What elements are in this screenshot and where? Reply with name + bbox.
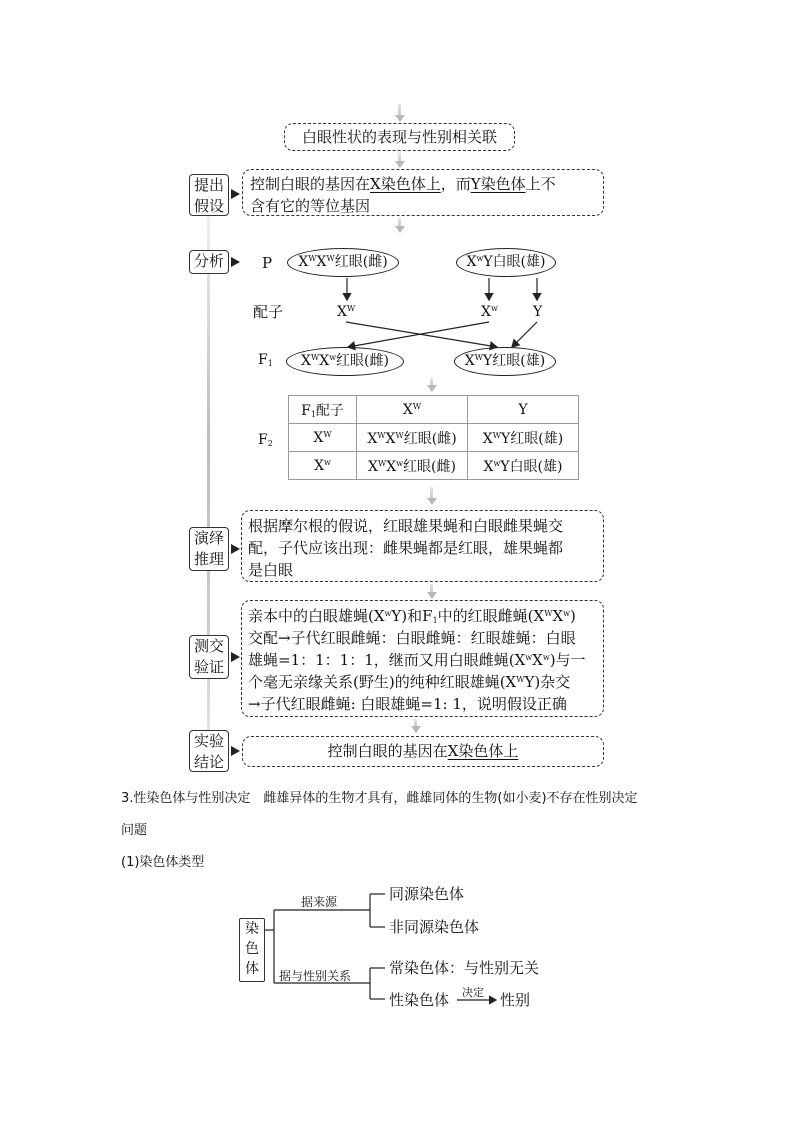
conclusion-label: 实验 结论 bbox=[189, 730, 229, 772]
flow-arrowhead-5 bbox=[427, 592, 437, 599]
gamete-label: 配子 bbox=[253, 303, 284, 321]
f1-male-text: $X^WY$红眼(雄) bbox=[464, 353, 546, 369]
flow-arrowhead-6 bbox=[411, 726, 421, 733]
hypothesis-underline-x: X染色体上 bbox=[370, 175, 441, 193]
gamete-xw-female: $X^W$ bbox=[337, 304, 356, 320]
f2-generation-label: $F_2$ bbox=[258, 432, 273, 448]
tree-branch1-item2: 非同源染色体 bbox=[389, 918, 480, 936]
table-row bbox=[289, 396, 579, 424]
deduction-label: 演绎 推理 bbox=[189, 527, 229, 571]
f1-female-text: $X^WX^w$红眼(雌) bbox=[301, 353, 389, 369]
table-row bbox=[289, 452, 579, 480]
tree-root-box: 染 色 体 bbox=[239, 918, 265, 982]
table-cell: $X^WY$红眼(雄) bbox=[468, 424, 579, 452]
observation-text: 白眼性状的表现与性别相关联 bbox=[301, 128, 497, 146]
f2-punnett-table bbox=[288, 395, 579, 480]
testcross-box bbox=[241, 600, 604, 717]
gamete-y-male: Y bbox=[533, 304, 543, 320]
tree-branch2-item1: 常染色体：与性别无关 bbox=[389, 959, 540, 977]
arrow-y-to-f1male bbox=[512, 322, 537, 347]
testcross-line1: 亲本中的白眼雄蝇$(X^wY)$和$F_1$中的红眼雌蝇$(X^WX^w)$ bbox=[248, 607, 576, 625]
table-cell: $X^WX^W$红眼(雌) bbox=[357, 424, 468, 452]
testcross-line3: 雄蝇=1：1：1：1，继而又用白眼雌蝇$(X^wX^w)$与一 bbox=[248, 651, 586, 669]
table-cell: $X^w$ bbox=[289, 452, 357, 480]
tree-branch2-label: 据与性别关系 bbox=[279, 969, 352, 983]
table-cell: $X^WX^w$红眼(雌) bbox=[357, 452, 468, 480]
table-header-cell: $F_1$配子 bbox=[289, 396, 357, 424]
testcross-line5: →子代红眼雌蝇: 白眼雄蝇=1: 1，说明假设正确 bbox=[248, 695, 567, 713]
analysis-label: 分析 bbox=[189, 250, 229, 274]
hypothesis-underline-y: Y染色体 bbox=[470, 175, 526, 193]
testcross-line2: 交配→子代红眼雌蝇：白眼雌蝇：红眼雄蝇：白眼 bbox=[248, 629, 576, 647]
gamete-xw-male: $X^w$ bbox=[481, 304, 498, 320]
tree-branch2-item2b: 性别 bbox=[500, 991, 531, 1009]
flow-arrowhead-4 bbox=[427, 498, 437, 505]
f1-generation-label: $F_1$ bbox=[258, 352, 273, 368]
p-generation-label: P bbox=[262, 254, 273, 272]
flow-arrowhead-3 bbox=[427, 385, 437, 392]
tree-branch1-label: 据来源 bbox=[301, 895, 338, 909]
hypothesis-line2: 含有它的等位基因 bbox=[250, 197, 371, 215]
deduction-pointer bbox=[231, 544, 240, 554]
deduction-line1: 根据摩尔根的假说，红眼雄果蝇和白眼雌果蝇交 bbox=[248, 517, 564, 535]
table-header-cell: Y bbox=[468, 396, 579, 424]
tree-branch2-item2a: 性染色体 bbox=[389, 991, 450, 1009]
testcross-label: 测交 验证 bbox=[189, 635, 229, 679]
table-cell: $X^wY$白眼(雄) bbox=[468, 452, 579, 480]
tree-decide-label: 决定 bbox=[462, 986, 484, 999]
hypothesis-label-line1: 提出 bbox=[193, 176, 224, 194]
deduction-line2: 配，子代应该出现：雌果蝇都是红眼，雄果蝇都 bbox=[248, 539, 564, 557]
section3-line2: 问题 bbox=[121, 823, 148, 838]
table-cell: $X^W$ bbox=[289, 424, 357, 452]
testcross-line4: 个毫无亲缘关系(野生)的纯种红眼雄蝇$(X^WY)$杂交 bbox=[248, 673, 571, 691]
table-header-cell: $X^W$ bbox=[357, 396, 468, 424]
section3-sub1: (1)染色体类型 bbox=[121, 855, 205, 870]
hypothesis-line1: 控制白眼的基因在X染色体上，而Y染色体上不 bbox=[250, 175, 556, 193]
cross-arrows bbox=[0, 0, 794, 420]
deduction-line3: 是白眼 bbox=[248, 561, 294, 579]
conclusion-text: 控制白眼的基因在X染色体上 bbox=[327, 742, 519, 760]
conclusion-pointer bbox=[231, 746, 240, 756]
hypothesis-label-line2: 假设 bbox=[193, 197, 224, 215]
p-female-text: $X^WX^W$红眼(雌) bbox=[298, 254, 388, 270]
conclusion-underline: X染色体上 bbox=[447, 742, 519, 760]
p-male-text: $X^wY$白眼(雄) bbox=[466, 254, 546, 270]
section3-line1: 3.性染色体与性别决定 雌雄异体的生物才具有，雌雄同体的生物(如小麦)不存在性别决定 bbox=[121, 791, 638, 806]
table-row bbox=[289, 424, 579, 452]
tree-branch1-item1: 同源染色体 bbox=[389, 885, 465, 903]
testcross-pointer bbox=[231, 652, 240, 662]
deduction-box bbox=[241, 510, 604, 582]
conclusion-box bbox=[242, 736, 604, 767]
